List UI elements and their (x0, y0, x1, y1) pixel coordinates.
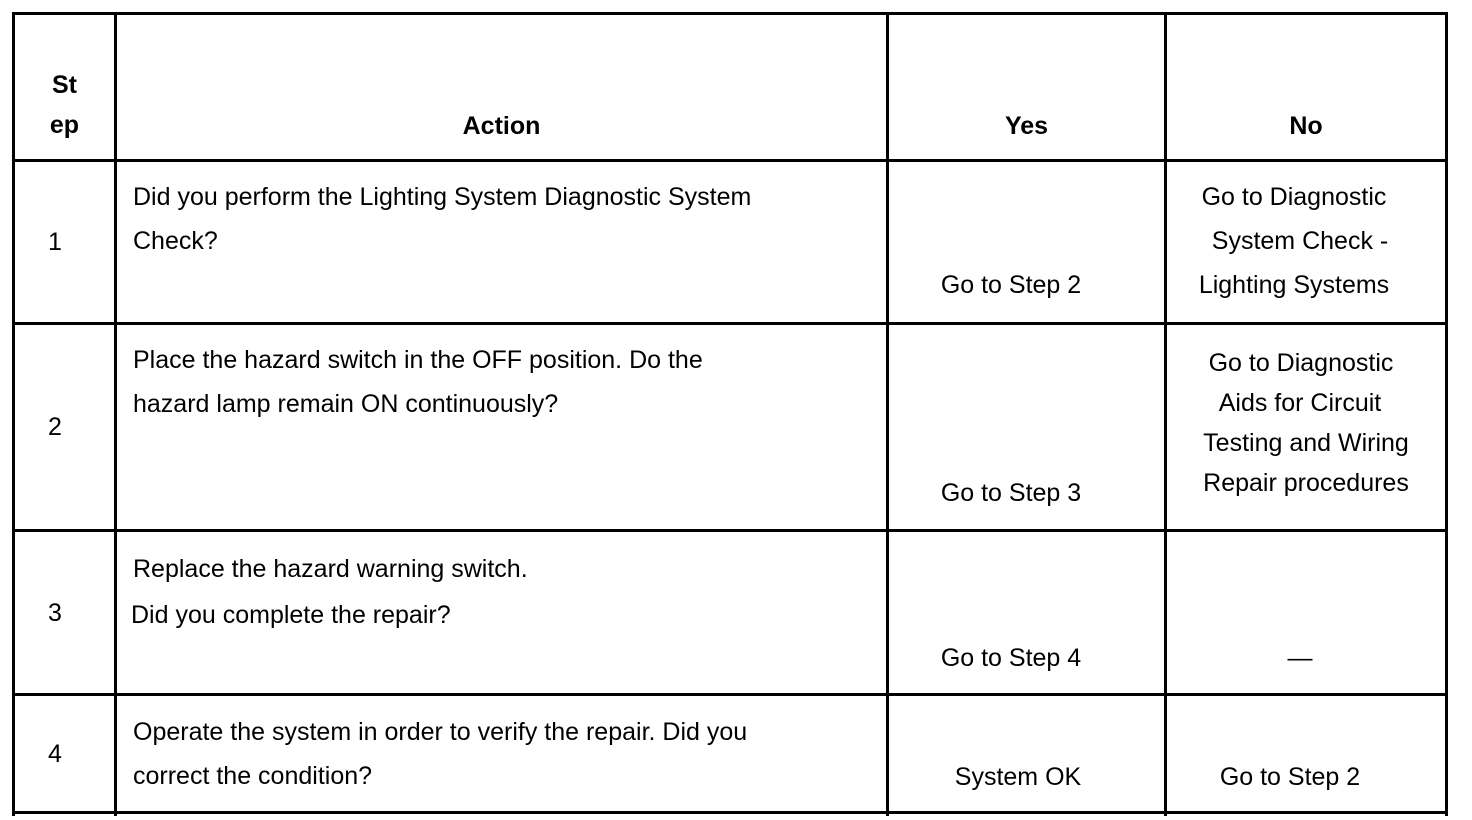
action-text-line: Replace the hazard warning switch. (133, 555, 528, 583)
no-result: — (1287, 644, 1313, 672)
table-border-right (1445, 12, 1448, 816)
no-result: Go to Step 2 (1219, 763, 1361, 791)
step-number: 2 (48, 413, 62, 441)
header-no: No (1289, 112, 1323, 140)
no-result-line: Go to Diagnostic (1208, 349, 1394, 377)
action-text-line: Did you perform the Lighting System Diagnostic System (133, 183, 752, 211)
action-text-line: Did you complete the repair? (131, 601, 451, 629)
no-result-line: Testing and Wiring (1203, 429, 1409, 457)
diagnostic-table (12, 12, 1448, 816)
yes-result: System OK (954, 763, 1082, 791)
header-step (15, 65, 114, 145)
header-step-line1: St (52, 71, 77, 99)
no-result-line: Lighting Systems (1198, 271, 1390, 299)
no-result-line: Repair procedures (1203, 469, 1409, 497)
no-result (1167, 175, 1437, 307)
action-text (131, 546, 528, 638)
no-result-line: Go to Diagnostic (1201, 183, 1387, 211)
header-yes: Yes (1004, 112, 1049, 140)
row-divider (12, 529, 1448, 532)
row-divider (12, 322, 1448, 325)
no-result (1167, 343, 1445, 503)
action-text-line: Check? (133, 227, 218, 255)
yes-result: Go to Step 3 (940, 479, 1082, 507)
step-number: 3 (48, 599, 62, 627)
header-divider (12, 159, 1448, 162)
action-text-line: Operate the system in order to verify the repair. Did you (133, 718, 748, 746)
header-action: Action (462, 112, 541, 140)
action-text-line: correct the condition? (133, 762, 373, 790)
table-border-top (12, 12, 1448, 15)
header-step-line2: ep (49, 111, 80, 139)
row-divider (12, 693, 1448, 696)
no-result-line: System Check - (1211, 227, 1389, 255)
step-number: 4 (48, 740, 62, 768)
action-text (133, 338, 703, 426)
yes-result: Go to Step 2 (940, 271, 1082, 299)
action-text (133, 175, 751, 263)
step-number: 1 (48, 228, 62, 256)
action-text (133, 710, 747, 798)
action-text-line: Place the hazard switch in the OFF position. Do the (133, 346, 703, 374)
yes-result: Go to Step 4 (940, 644, 1082, 672)
no-result-line: Aids for Circuit (1218, 389, 1382, 417)
action-text-line: hazard lamp remain ON continuously? (133, 390, 559, 418)
table-border-bottom (12, 811, 1448, 814)
